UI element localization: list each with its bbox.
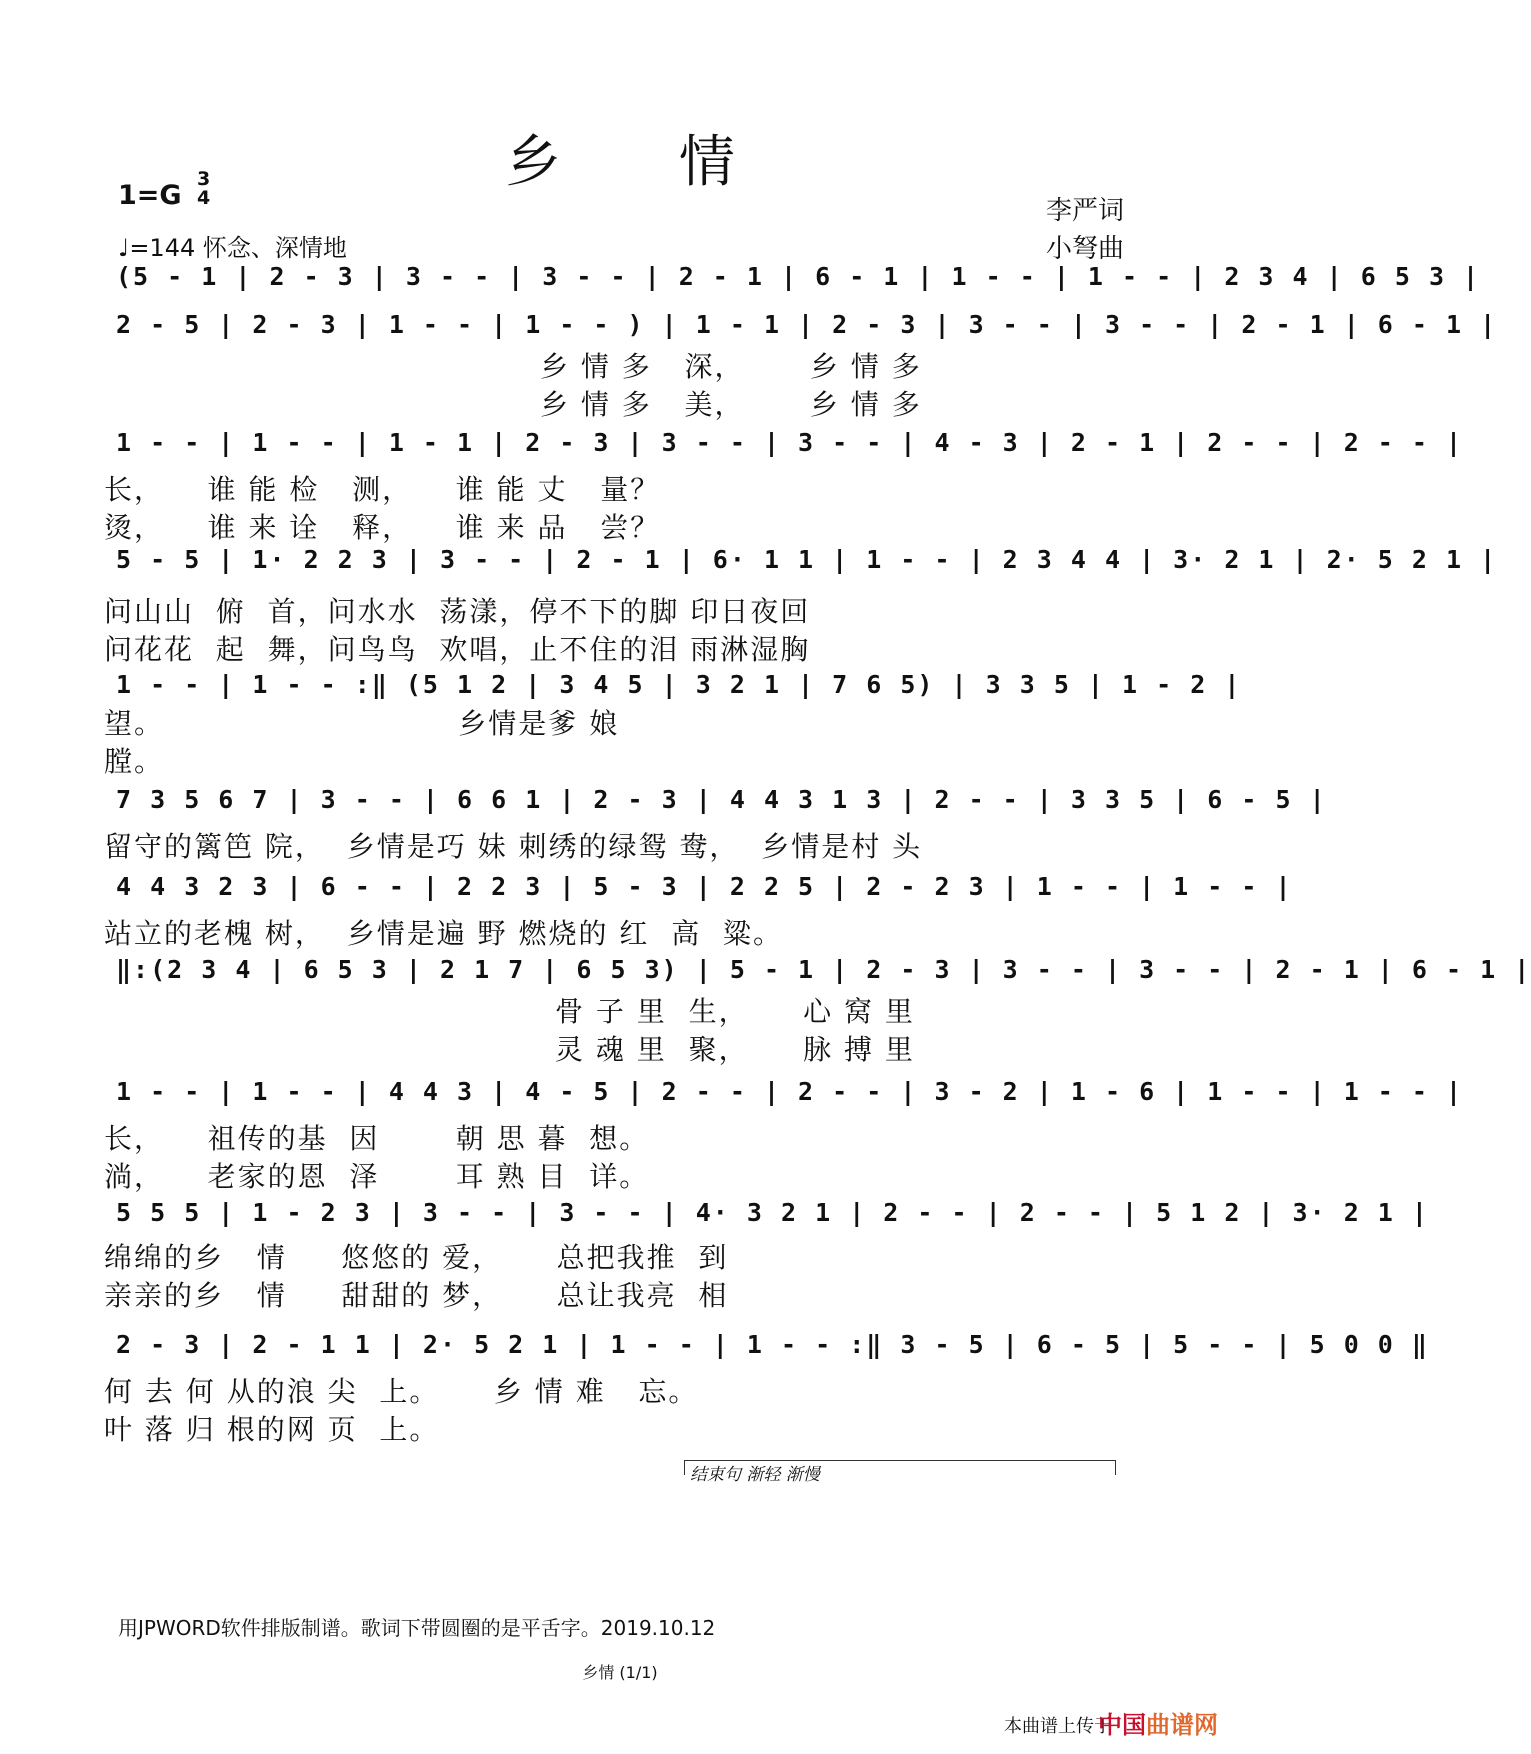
- composer: 小弩曲: [1045, 234, 1124, 264]
- score-system: 4 4 3 2 3 | 6 - - | 2 2 3 | 5 - 3 | 2 2 5 | 2 - 2 3 | 1 - - | 1 - - |: [116, 872, 1293, 901]
- score-system: 1 - - | 1 - - | 1 - 1 | 2 - 3 | 3 - - | 3 - - | 4 - 3 | 2 - 1 | 2 - - | 2 - - |: [116, 428, 1464, 457]
- lyric-line: 绵绵的乡 情 悠悠的 爱， 总把我推 到: [104, 1241, 729, 1274]
- lyric-line: 问花花 起 舞，问鸟鸟 欢唱，止不住的泪 雨淋湿胸: [104, 633, 811, 666]
- page-number: 乡情 (1/1): [582, 1663, 658, 1682]
- score-system: 1 - - | 1 - - :‖ (5 1 2 | 3 4 5 | 3 2 1 | 7 6 5) | 3 3 5 | 1 - 2 |: [116, 670, 1242, 699]
- lyric-line: 何 去 何 从的浪 尖 上。 乡 情 难 忘。: [104, 1375, 699, 1408]
- key-signature: 1=G: [118, 180, 182, 211]
- score-system: 1 - - | 1 - - | 4 4 3 | 4 - 5 | 2 - - | 2 - - | 3 - 2 | 1 - 6 | 1 - - | 1 - - |: [116, 1077, 1464, 1106]
- lyric-line: 灵 魂 里 聚， 脉 搏 里: [555, 1033, 915, 1066]
- score-system: (5 - 1 | 2 - 3 | 3 - - | 3 - - | 2 - 1 | 6 - 1 | 1 - - | 1 - - | 2 3 4 | 6 5 3 |: [116, 262, 1481, 291]
- brand-logo[interactable]: [1098, 1705, 1218, 1740]
- score-system: 7 3 5 6 7 | 3 - - | 6 6 1 | 2 - 3 | 4 4 3 1 3 | 2 - - | 3 3 5 | 6 - 5 |: [116, 785, 1327, 814]
- brand-part1: 中国: [1098, 1711, 1146, 1739]
- ending-annotation: 结束句 渐轻 渐慢: [690, 1465, 820, 1485]
- upload-text: 本曲谱上传于: [1004, 1716, 1112, 1737]
- score-system: 2 - 5 | 2 - 3 | 1 - - | 1 - - ) | 1 - 1 | 2 - 3 | 3 - - | 3 - - | 2 - 1 | 6 - 1 |: [116, 310, 1498, 339]
- score-system: ‖:(2 3 4 | 6 5 3 | 2 1 7 | 6 5 3) | 5 - 1 | 2 - 3 | 3 - - | 3 - - | 2 - 1 | 6 - 1 |: [116, 955, 1531, 984]
- lyric-line: 乡 情 多 深， 乡 情 多: [540, 350, 922, 383]
- lyric-line: 淌， 老家的恩 泽 耳 熟 目 详。: [104, 1160, 650, 1193]
- lyric-line: 站立的老槐 树， 乡情是遍 野 燃烧的 红 高 粱。: [104, 917, 784, 950]
- time-signature-bottom: 4: [197, 187, 211, 209]
- lyric-line: 膛。: [104, 745, 165, 778]
- lyric-line: 乡 情 多 美， 乡 情 多: [540, 388, 922, 421]
- tempo-marking: ♩=144 怀念、深情地: [118, 234, 347, 262]
- lyric-line: 烫， 谁 来 诠 释， 谁 来 品 尝？: [104, 511, 661, 544]
- lyric-line: 叶 落 归 根的网 页 上。: [104, 1413, 440, 1446]
- lyric-line: 望。 乡情是爹 娘: [104, 707, 620, 740]
- time-signature-top: 3: [197, 168, 211, 190]
- lyric-line: 亲亲的乡 情 甜甜的 梦， 总让我亮 相: [104, 1279, 729, 1312]
- lyric-line: 骨 子 里 生， 心 窝 里: [555, 995, 915, 1028]
- brand-part2: 曲谱网: [1146, 1711, 1218, 1739]
- lyric-line: 长， 祖传的基 因 朝 思 暮 想。: [104, 1122, 650, 1155]
- lyric-line: 问山山 俯 首，问水水 荡漾，停不下的脚 印日夜回: [104, 595, 811, 628]
- score-system: 2 - 3 | 2 - 1 1 | 2· 5 2 1 | 1 - - | 1 - - :‖ 3 - 5 | 6 - 5 | 5 - - | 5 0 0 ‖: [116, 1330, 1429, 1359]
- score-system: 5 - 5 | 1· 2 2 3 | 3 - - | 2 - 1 | 6· 1 1 | 1 - - | 2 3 4 4 | 3· 2 1 | 2· 5 2 1 |: [116, 545, 1498, 574]
- song-title: 乡 情: [505, 130, 785, 195]
- footer-note: 用JPWORD软件排版制谱。歌词下带圆圈的是平舌字。2019.10.12: [118, 1616, 716, 1640]
- score-system: 5 5 5 | 1 - 2 3 | 3 - - | 3 - - | 4· 3 2 1 | 2 - - | 2 - - | 5 1 2 | 3· 2 1 |: [116, 1198, 1429, 1227]
- lyric-line: 留守的篱笆 院， 乡情是巧 妹 刺绣的绿鸳 鸯， 乡情是村 头: [104, 830, 923, 863]
- lyric-line: 长， 谁 能 检 测， 谁 能 丈 量？: [104, 473, 661, 506]
- lyricist: 李严词: [1045, 196, 1124, 226]
